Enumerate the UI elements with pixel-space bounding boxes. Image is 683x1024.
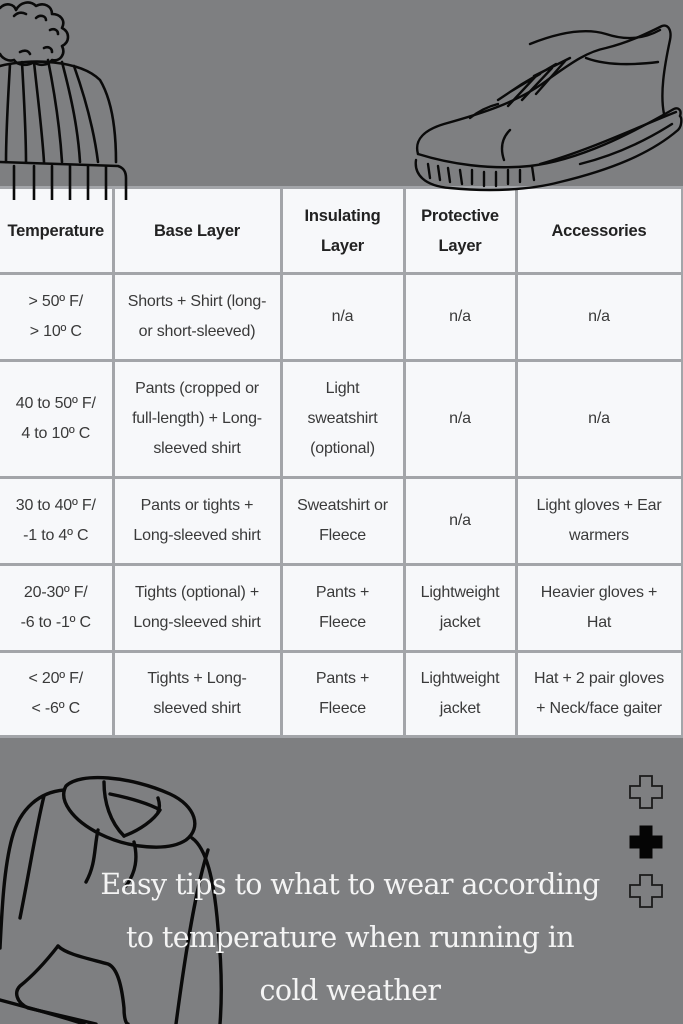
clothing-guide-table-container <box>0 186 682 738</box>
cell-text: Lightweight <box>420 584 500 601</box>
cell-protective-layer <box>404 565 516 652</box>
header-temperature <box>0 188 113 274</box>
cell-text: Sweatshirt or <box>297 497 388 514</box>
cell-text: Tights + Long- <box>147 670 247 687</box>
cell-text: jacket <box>439 700 481 717</box>
cell-text: < 20º F/ <box>28 670 83 687</box>
cell-accessories <box>516 652 682 737</box>
cell-text: 20-30º F/ <box>23 584 88 601</box>
table-row <box>0 274 682 361</box>
header-base-layer <box>113 188 281 274</box>
cell-base-layer <box>113 565 281 652</box>
cell-text: Pants + <box>315 584 370 601</box>
cell-insulating-layer <box>281 652 404 737</box>
cell-text: 40 to 50º F/ <box>15 395 96 412</box>
cell-protective-layer <box>404 478 516 565</box>
cell-text: > 50º F/ <box>28 293 83 310</box>
caption-line: to temperature when running in <box>125 921 575 954</box>
cell-text: Fleece <box>319 614 366 631</box>
table-row <box>0 652 682 737</box>
cell-temperature <box>0 478 113 565</box>
plus-outline-icon <box>628 774 664 810</box>
table-row <box>0 478 682 565</box>
cell-text: Light <box>325 380 360 397</box>
header-text: Temperature <box>7 221 105 240</box>
cell-insulating-layer <box>281 274 404 361</box>
header-protective-layer <box>404 188 516 274</box>
cell-text: n/a <box>449 410 471 427</box>
header-row <box>0 188 682 274</box>
caption <box>60 858 640 1017</box>
cell-temperature <box>0 565 113 652</box>
cell-insulating-layer <box>281 478 404 565</box>
cell-temperature <box>0 652 113 737</box>
cell-text: sleeved shirt <box>153 700 241 717</box>
cell-protective-layer <box>404 652 516 737</box>
cell-text: n/a <box>331 308 354 325</box>
cell-temperature <box>0 361 113 478</box>
beanie-hat-icon <box>0 0 135 200</box>
cell-text: jacket <box>439 614 481 631</box>
cell-text: n/a <box>588 308 610 325</box>
cell-text: Hat <box>586 614 612 631</box>
cell-text: or short-sleeved) <box>138 323 256 340</box>
cell-text: Heavier gloves + <box>540 584 658 601</box>
cell-insulating-layer <box>281 565 404 652</box>
cell-text: + Neck/face gaiter <box>536 700 662 717</box>
table-row <box>0 565 682 652</box>
cell-text: Tights (optional) + <box>134 584 260 601</box>
clothing-guide-table <box>0 186 683 738</box>
cell-text: > 10º C <box>29 323 82 340</box>
header-text: Accessories <box>551 221 647 240</box>
cell-text: -1 to 4º C <box>23 527 89 544</box>
cell-text: 30 to 40º F/ <box>15 497 96 514</box>
cell-accessories <box>516 478 682 565</box>
cell-text: Long-sleeved shirt <box>133 527 261 544</box>
cell-base-layer <box>113 478 281 565</box>
cell-text: < -6º C <box>31 700 80 717</box>
header-accessories <box>516 188 682 274</box>
caption-line: Easy tips to what to wear according <box>100 868 600 901</box>
cell-accessories <box>516 361 682 478</box>
header-text: Insulating <box>304 206 381 225</box>
cell-protective-layer <box>404 274 516 361</box>
cell-text: full-length) + Long- <box>132 410 262 427</box>
cell-base-layer <box>113 652 281 737</box>
cell-text: sweatshirt <box>307 410 378 427</box>
cell-text: Lightweight <box>420 670 500 687</box>
cell-insulating-layer <box>281 361 404 478</box>
header-insulating-layer <box>281 188 404 274</box>
header-text: Base Layer <box>153 221 241 240</box>
cell-text: Long-sleeved shirt <box>133 614 261 631</box>
cell-temperature <box>0 274 113 361</box>
cell-text: n/a <box>588 410 610 427</box>
cell-text: sleeved shirt <box>153 440 241 457</box>
cell-text: Pants (cropped or <box>135 380 259 397</box>
header-text: Layer <box>438 236 482 255</box>
cell-text: 4 to 10º C <box>21 425 91 442</box>
cell-text: Fleece <box>319 700 366 717</box>
sneaker-icon <box>410 14 683 199</box>
cell-text: Pants + <box>315 670 370 687</box>
cell-text: Fleece <box>319 527 366 544</box>
header-text: Layer <box>320 236 365 255</box>
header-text: Protective <box>421 206 499 225</box>
cell-accessories <box>516 274 682 361</box>
cell-accessories <box>516 565 682 652</box>
caption-line: cold weather <box>259 974 441 1007</box>
cell-text: n/a <box>449 512 471 529</box>
plus-filled-icon <box>628 824 664 860</box>
cell-text: (optional) <box>310 440 375 457</box>
cell-text: Shorts + Shirt (long- <box>127 293 267 310</box>
cell-text: -6 to -1º C <box>20 614 91 631</box>
cell-protective-layer <box>404 361 516 478</box>
cell-text: Light gloves + Ear <box>536 497 662 514</box>
table-row <box>0 361 682 478</box>
cell-text: Hat + 2 pair gloves <box>533 670 665 687</box>
cell-text: n/a <box>449 308 471 325</box>
cell-text: Pants or tights + <box>140 497 254 514</box>
cell-base-layer <box>113 361 281 478</box>
cell-text: warmers <box>569 527 629 544</box>
cell-base-layer <box>113 274 281 361</box>
